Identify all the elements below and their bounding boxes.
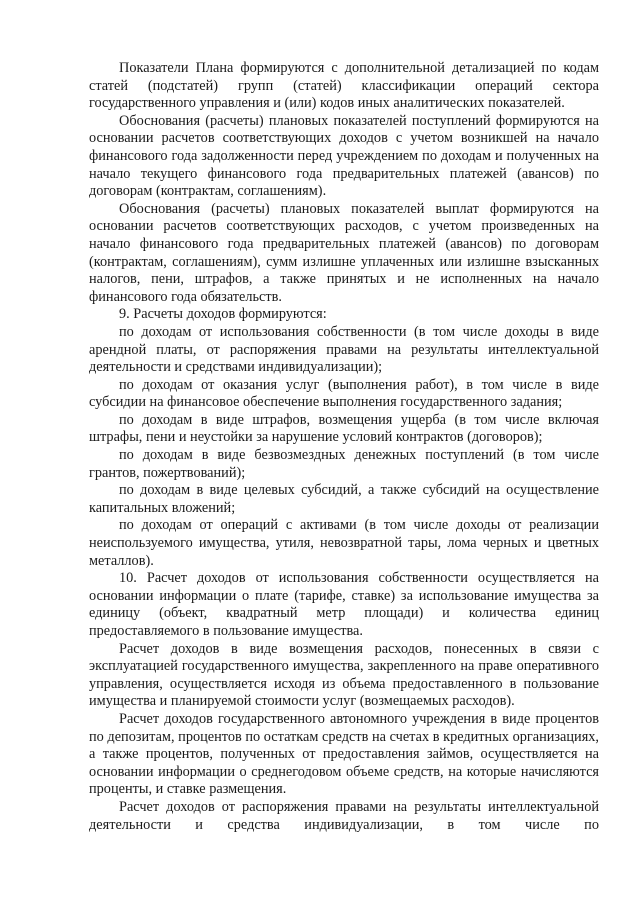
paragraph-interest-income: Расчет доходов государственного автономного учреждения в виде процентов по депозитам, процентов по остаткам средств на счетах в кредитных организациях, а также процентов, полученных от предоставления займов, осуществляется на основании информации о среднегодовом объеме средств, на которые начисляются проценты, и ставке размещения. bbox=[89, 710, 599, 798]
paragraph-income-justification: Обоснования (расчеты) плановых показателей поступлений формируются на основании расчетов соответствующих доходов с учетом возникшей на начало финансового года задолженности перед учреждением по доходам и полученных на начало текущего финансового года предварительных платежей (авансов) по договорам (контрактам, соглашениям). bbox=[89, 112, 599, 200]
list-item-asset-operations-income: по доходам от операций с активами (в том числе доходы от реализации неиспользуемого имущества, утиля, невозвратной тары, лома черных и цветных металлов). bbox=[89, 517, 599, 569]
list-item-gratuitous-income: по доходам в виде безвозмездных денежных поступлений (в том числе грантов, пожертвований); bbox=[89, 447, 599, 481]
paragraph-expense-reimbursement: Расчет доходов в виде возмещения расходов, понесенных в связи с эксплуатацией государственного имущества, закрепленного на праве оперативного управления, осуществляется исходя из объема предоставленного в пользование имущества и планируемой стоимости услуг (возмещаемых расходов). bbox=[89, 640, 599, 710]
list-item-fines-income: по доходам в виде штрафов, возмещения ущерба (в том числе включая штрафы, пени и неустойки за нарушение условий контрактов (договоров); bbox=[89, 411, 599, 446]
paragraph-ip-rights-income: Расчет доходов от распоряжения правами на результаты интеллектуальной деятельности и средства индивидуализации, в том числе по bbox=[89, 798, 599, 833]
paragraph-expense-justification: Обоснования (расчеты) плановых показателей выплат формируются на основании расчетов соответствующих расходов, с учетом произведенных на начало финансового года предварительных платежей (авансов) по договорам (контрактам, соглашениям), сумм излишне уплаченных или излишне взысканных налогов, пени, штрафов, а также принятых и не исполненных на начало финансового года обязательств. bbox=[89, 200, 599, 305]
list-item-property-income: по доходам от использования собственности (в том числе доходы в виде арендной платы, от распоряжения правами на результаты интеллектуальной деятельности и средствами индивидуализации); bbox=[89, 323, 599, 376]
paragraph-plan-indicators: Показатели Плана формируются с дополнительной детализацией по кодам статей (подстатей) групп (статей) классификации операций сектора государственного управления и (или) кодов иных аналитических показателей. bbox=[89, 60, 599, 112]
list-item-subsidies-income: по доходам в виде целевых субсидий, а также субсидий на осуществление капитальных вложений; bbox=[89, 482, 599, 516]
paragraph-section-10: 10. Расчет доходов от использования собственности осуществляется на основании информации о плате (тарифе, ставке) за использование имущества за единицу (объект, квадратный метр площади) и количества единиц предоставляемого в пользование имущества. bbox=[89, 570, 599, 639]
paragraph-section-9-heading: 9. Расчеты доходов формируются: bbox=[119, 306, 327, 323]
list-item-services-income: по доходам от оказания услуг (выполнения работ), в том числе в виде субсидии на финансовое обеспечение выполнения государственного задания; bbox=[89, 376, 599, 411]
document-page bbox=[89, 60, 599, 834]
